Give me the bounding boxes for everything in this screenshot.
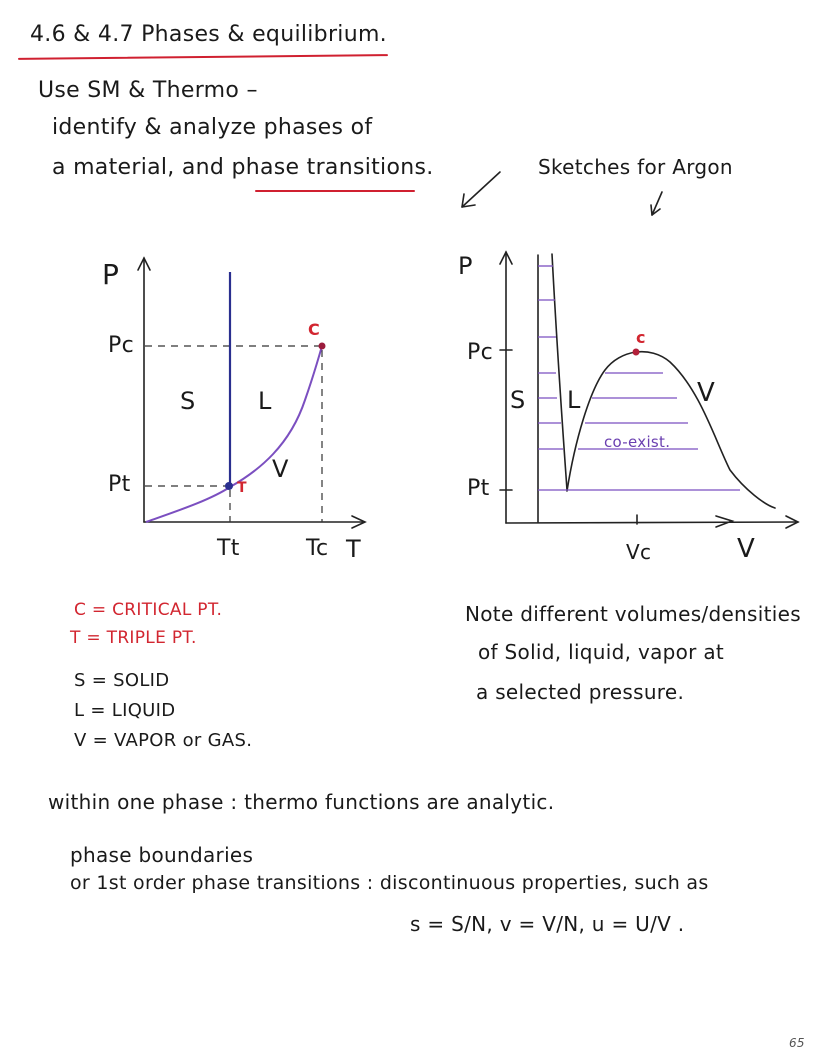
legend-liquid: L = LIQUID bbox=[74, 700, 176, 721]
pt-tc-label: Tc bbox=[306, 536, 329, 561]
pv-critical-point-label: c bbox=[636, 328, 646, 347]
pt-tt-label: Tt bbox=[217, 536, 240, 561]
region-vapor: V bbox=[272, 455, 289, 483]
region-solid: S bbox=[180, 387, 196, 415]
intro-line-3: a material, and phase transitions. bbox=[52, 155, 434, 180]
bottom-line-4: s = S/N, v = V/N, u = U/V . bbox=[410, 912, 685, 936]
bottom-line-2: phase boundaries bbox=[70, 843, 254, 867]
coexist-label: co-exist. bbox=[604, 433, 671, 451]
pv-x-axis-label: V bbox=[737, 534, 756, 564]
page-title: 4.6 & 4.7 Phases & equilibrium. bbox=[30, 22, 387, 47]
pv-region-solid: S bbox=[510, 386, 526, 414]
pt-x-axis-label: T bbox=[346, 535, 361, 563]
pv-region-vapor: V bbox=[697, 378, 716, 408]
triple-point-label: T bbox=[237, 480, 247, 496]
pv-vc-label: Vc bbox=[626, 540, 652, 564]
legend-critical: C = CRITICAL PT. bbox=[74, 600, 223, 620]
region-liquid: L bbox=[258, 387, 272, 415]
legend-solid: S = SOLID bbox=[74, 670, 170, 691]
pv-pt-label: Pt bbox=[467, 476, 490, 501]
note-line-2: of Solid, liquid, vapor at bbox=[478, 640, 725, 664]
pv-region-liquid: L bbox=[567, 386, 581, 414]
pv-pc-label: Pc bbox=[467, 340, 493, 365]
sketch-note: Sketches for Argon bbox=[538, 155, 733, 179]
pv-y-axis-label: P bbox=[458, 252, 473, 280]
legend-triple: T = TRIPLE PT. bbox=[70, 628, 197, 648]
page-number: 65 bbox=[789, 1036, 805, 1050]
intro-line-2: identify & analyze phases of bbox=[52, 115, 373, 140]
bottom-line-3: or 1st order phase transitions : discontinuous properties, such as bbox=[70, 872, 709, 894]
pt-y-axis-label: P bbox=[102, 258, 120, 291]
pt-pc-label: Pc bbox=[108, 333, 134, 358]
note-line-1: Note different volumes/densities bbox=[465, 602, 801, 626]
intro-line-1: Use SM & Thermo – bbox=[38, 78, 258, 103]
bottom-line-1: within one phase : thermo functions are analytic. bbox=[48, 790, 555, 814]
legend-vapor: V = VAPOR or GAS. bbox=[74, 730, 253, 751]
note-line-3: a selected pressure. bbox=[476, 680, 685, 704]
critical-point-label: C bbox=[308, 320, 321, 339]
pt-pt-label: Pt bbox=[108, 472, 131, 497]
